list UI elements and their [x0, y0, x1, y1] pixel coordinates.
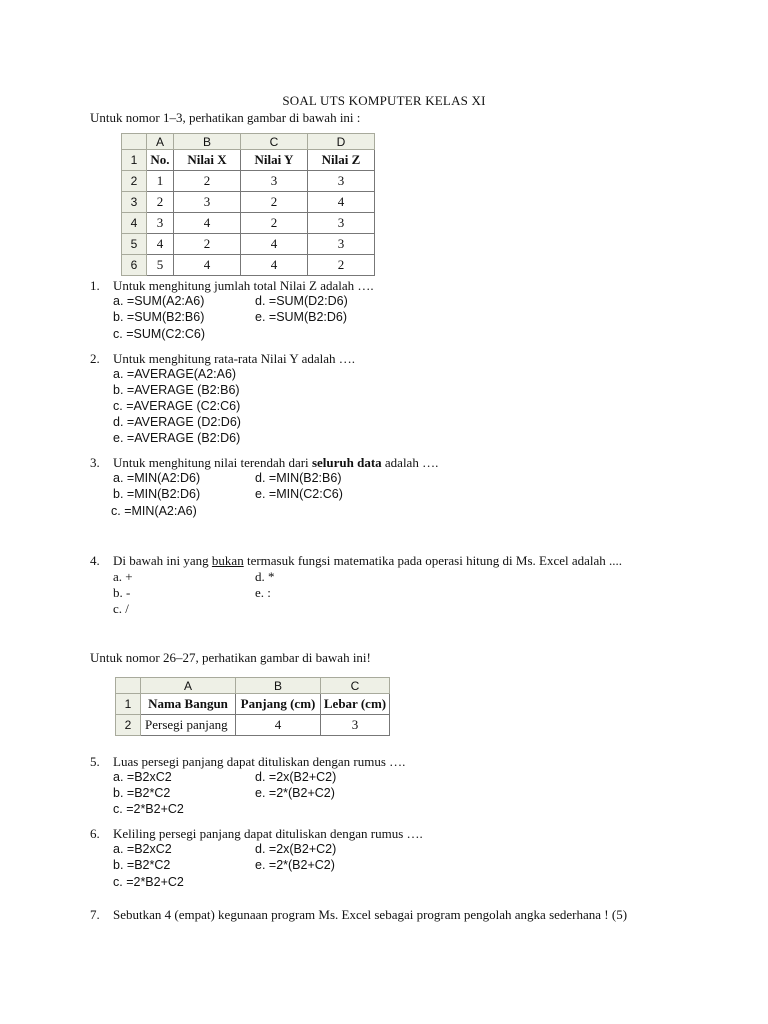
- row-header: 1: [116, 694, 141, 715]
- option-b: b. =SUM(B2:B6): [113, 310, 205, 324]
- question-text: Untuk menghitung jumlah total Nilai Z adalah ….: [113, 278, 374, 293]
- row-header: 5: [122, 234, 147, 255]
- col-header: C: [321, 678, 390, 694]
- col-header: C: [241, 134, 308, 150]
- option-e: e. =SUM(B2:D6): [255, 310, 348, 324]
- option-a: a. =B2xC2: [113, 770, 172, 784]
- option-c: c. /: [113, 601, 129, 616]
- corner-cell: [116, 678, 141, 694]
- question-text: Untuk menghitung rata-rata Nilai Y adalah ….: [113, 351, 355, 366]
- table-cell: 2: [174, 171, 241, 192]
- spreadsheet-table-2: [115, 677, 390, 736]
- option-d: d. =MIN(B2:B6): [255, 471, 342, 485]
- option-d: d. =SUM(D2:D6): [255, 294, 348, 308]
- row-header: 3: [122, 192, 147, 213]
- question-text: [113, 455, 438, 471]
- option-c: c. =AVERAGE (C2:C6): [113, 399, 241, 413]
- option-b: b. =MIN(B2:D6): [113, 487, 201, 501]
- table-cell: 4: [236, 715, 321, 736]
- question-text: Sebutkan 4 (empat) kegunaan program Ms. Excel sebagai program pengolah angka sederhana ! (5): [113, 907, 628, 922]
- table-cell: 4: [174, 255, 241, 276]
- question-number: 3.: [90, 455, 100, 470]
- spreadsheet-table-1: [121, 133, 375, 276]
- table-cell: 3: [308, 213, 375, 234]
- option-b: b. =B2*C2: [113, 858, 171, 872]
- table-cell: Persegi panjang: [141, 715, 236, 736]
- table-cell: 4: [174, 213, 241, 234]
- question-text: [113, 553, 622, 569]
- table-cell: 3: [174, 192, 241, 213]
- question-text-part: Untuk menghitung nilai terendah dari: [113, 455, 312, 470]
- table-cell: 2: [241, 192, 308, 213]
- corner-cell: [122, 134, 147, 150]
- intro-text-2: Untuk nomor 26–27, perhatikan gambar di bawah ini!: [90, 650, 371, 665]
- option-e: e. =AVERAGE (B2:D6): [113, 431, 241, 445]
- option-b: b. =B2*C2: [113, 786, 171, 800]
- table-row: [122, 213, 375, 234]
- option-c: c. =SUM(C2:C6): [113, 327, 206, 341]
- question-number: 2.: [90, 351, 100, 366]
- table-cell: 4: [308, 192, 375, 213]
- table-cell: Nilai Y: [241, 150, 308, 171]
- option-e: e. =2*(B2+C2): [255, 786, 335, 800]
- table-cell: 3: [308, 171, 375, 192]
- question-text-part: adalah ….: [381, 455, 439, 470]
- table-cell: No.: [147, 150, 174, 171]
- table-row: [122, 234, 375, 255]
- table-cell: Panjang (cm): [236, 694, 321, 715]
- table-cell: Nilai Z: [308, 150, 375, 171]
- table-cell: 3: [241, 171, 308, 192]
- option-a: a. =MIN(A2:D6): [113, 471, 201, 485]
- col-header: B: [174, 134, 241, 150]
- option-e: e. =MIN(C2:C6): [255, 487, 343, 501]
- intro-text-1: Untuk nomor 1–3, perhatikan gambar di bawah ini :: [90, 110, 361, 125]
- option-c: c. =MIN(A2:A6): [111, 504, 197, 518]
- option-a: a. +: [113, 569, 133, 584]
- table-cell: 2: [174, 234, 241, 255]
- option-a: a. =SUM(A2:A6): [113, 294, 205, 308]
- question-number: 4.: [90, 553, 100, 568]
- col-header: D: [308, 134, 375, 150]
- table-cell: 5: [147, 255, 174, 276]
- option-c: c. =2*B2+C2: [113, 875, 184, 889]
- question-text-part: termasuk fungsi matematika pada operasi hitung di Ms. Excel adalah ....: [243, 553, 623, 568]
- table-row: [122, 171, 375, 192]
- table-cell: 4: [241, 255, 308, 276]
- col-header: A: [147, 134, 174, 150]
- question-number: 7.: [90, 907, 100, 922]
- table-cell: 3: [147, 213, 174, 234]
- option-d: d. =AVERAGE (D2:D6): [113, 415, 241, 429]
- question-number: 5.: [90, 754, 100, 769]
- row-header: 2: [122, 171, 147, 192]
- question-number: 6.: [90, 826, 100, 841]
- question-text-underline: bukan: [211, 553, 244, 568]
- table-cell: 2: [147, 192, 174, 213]
- table-row: [122, 192, 375, 213]
- table-row: [122, 255, 375, 276]
- option-d: d. =2x(B2+C2): [255, 770, 337, 784]
- table-cell: 3: [308, 234, 375, 255]
- table-row: [116, 715, 390, 736]
- table-cell: 2: [308, 255, 375, 276]
- question-text-part: Di bawah ini yang: [113, 553, 212, 568]
- table-cell: 1: [147, 171, 174, 192]
- option-e: e. :: [255, 585, 271, 600]
- table-cell: Nama Bangun: [141, 694, 236, 715]
- table-cell: 2: [241, 213, 308, 234]
- table-cell: 3: [321, 715, 390, 736]
- col-header: A: [141, 678, 236, 694]
- table-cell: 4: [147, 234, 174, 255]
- table-cell: Nilai X: [174, 150, 241, 171]
- option-d: d. =2x(B2+C2): [255, 842, 337, 856]
- col-header: B: [236, 678, 321, 694]
- option-b: b. =AVERAGE (B2:B6): [113, 383, 240, 397]
- row-header: 2: [116, 715, 141, 736]
- question-text: Keliling persegi panjang dapat dituliskan dengan rumus ….: [113, 826, 423, 841]
- option-d: d. *: [255, 569, 275, 584]
- option-a: a. =B2xC2: [113, 842, 172, 856]
- row-header: 4: [122, 213, 147, 234]
- question-text: Luas persegi panjang dapat dituliskan dengan rumus ….: [113, 754, 406, 769]
- option-c: c. =2*B2+C2: [113, 802, 184, 816]
- option-b: b. -: [113, 585, 131, 600]
- table-cell: Lebar (cm): [321, 694, 390, 715]
- row-header: 6: [122, 255, 147, 276]
- question-number: 1.: [90, 278, 100, 293]
- option-a: a. =AVERAGE(A2:A6): [113, 367, 237, 381]
- option-e: e. =2*(B2+C2): [255, 858, 335, 872]
- row-header: 1: [122, 150, 147, 171]
- question-text-bold: seluruh data: [311, 455, 382, 470]
- table-cell: 4: [241, 234, 308, 255]
- page-title: SOAL UTS KOMPUTER KELAS XI: [282, 93, 486, 108]
